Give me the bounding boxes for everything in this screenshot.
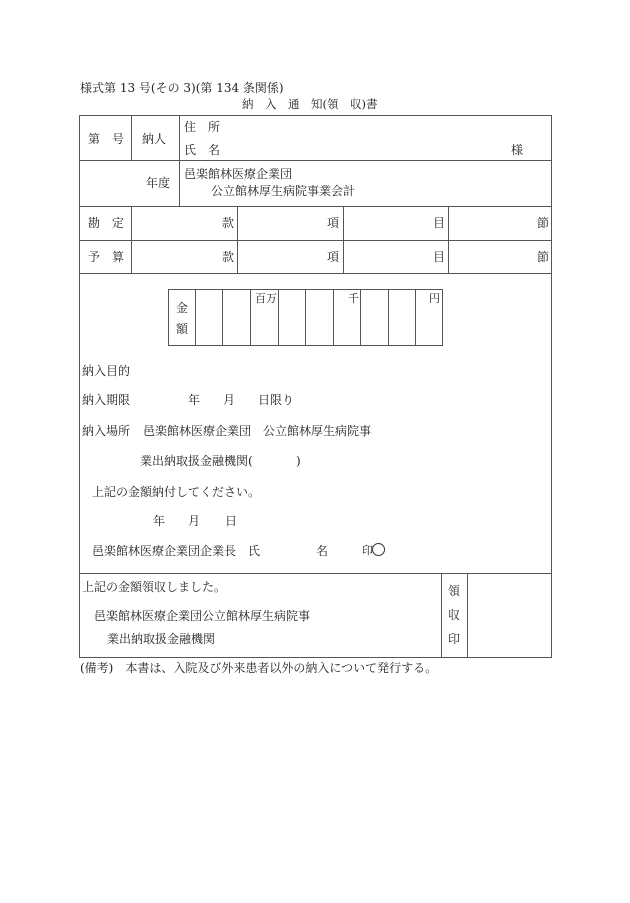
signer: 邑楽館林医療企業団企業長 氏 [92,544,261,558]
rule [360,289,361,346]
rule [415,289,416,346]
rule [388,289,389,346]
number-label: 第 号 [88,132,125,146]
place-bank-close: ) [296,454,301,468]
rule [250,289,251,346]
row2-moku: 目 [433,250,446,264]
issue-month: 月 [188,514,201,528]
amount-label-1: 金 [176,301,189,315]
name-label: 氏 名 [184,143,221,157]
rule [79,206,552,207]
row2-kou: 項 [327,250,340,264]
rule [79,573,552,574]
amount-label-2: 額 [176,322,189,336]
rule [131,115,132,160]
seal-circle [372,543,385,556]
rule [343,206,344,273]
payer-label: 納人 [142,132,167,146]
row1-setsu: 節 [537,216,550,230]
receipt-stamp-3: 印 [448,632,461,646]
rule [79,240,552,241]
row2-setsu: 節 [537,250,550,264]
place-org: 邑楽館林医療企業団 公立館林厚生病院事 [143,424,372,438]
rule [79,160,552,161]
rule [333,289,334,346]
issue-day: 日 [225,514,238,528]
rule [305,289,306,346]
address-label: 住 所 [184,120,221,134]
rule [278,289,279,346]
row1-kan: 款 [222,216,235,230]
seal-label: 印 [362,544,373,557]
place-label: 納入場所 [82,424,131,438]
row1-kou: 項 [327,216,340,230]
received-text: 上記の金額領収しました。 [82,580,227,594]
header-org-line2: 公立館林厚生病院事業会計 [211,184,356,198]
rule [448,206,449,273]
budget-label: 予 算 [88,250,125,264]
issue-year: 年 [153,514,166,528]
deadline-month: 月 [223,393,236,407]
unit-million: 百万 [255,292,277,305]
payment-instruction: 上記の金額納付してください。 [92,485,261,499]
remarks-note: (備考) 本書は、入院及び外来患者以外の納入について発行する。 [80,661,438,675]
honorific: 様 [511,143,524,157]
rule [222,289,223,346]
rule [79,273,552,274]
deadline-label: 納入期限 [82,393,131,407]
receipt-org-line1: 邑楽館林医療企業団公立館林厚生病院事 [94,609,311,623]
fiscal-year-label: 年度 [146,176,171,190]
rule [441,573,442,658]
row2-kan: 款 [222,250,235,264]
purpose-label: 納入目的 [82,364,131,378]
rule [237,206,238,273]
row1-moku: 目 [433,216,446,230]
rule [131,206,132,273]
deadline-day: 日限り [258,393,295,407]
receipt-stamp-1: 領 [448,584,461,598]
rule [467,573,468,658]
rule [179,115,180,206]
place-bank: 業出納取扱金融機関( [140,454,253,468]
form-style-number: 様式第 13 号(その 3)(第 134 条関係) [80,81,284,95]
receipt-stamp-2: 収 [448,608,461,622]
rule [195,289,196,346]
form-title: 納 入 通 知(領 収)書 [242,97,378,111]
deadline-year: 年 [188,393,201,407]
determination-label: 勘 定 [88,216,125,230]
unit-yen: 円 [429,292,440,305]
unit-thousand: 千 [348,292,359,305]
signer-name-label: 名 [316,544,329,558]
receipt-org-line2: 業出納取扱金融機関 [107,632,216,646]
header-org-line1: 邑楽館林医療企業団 [184,167,293,181]
